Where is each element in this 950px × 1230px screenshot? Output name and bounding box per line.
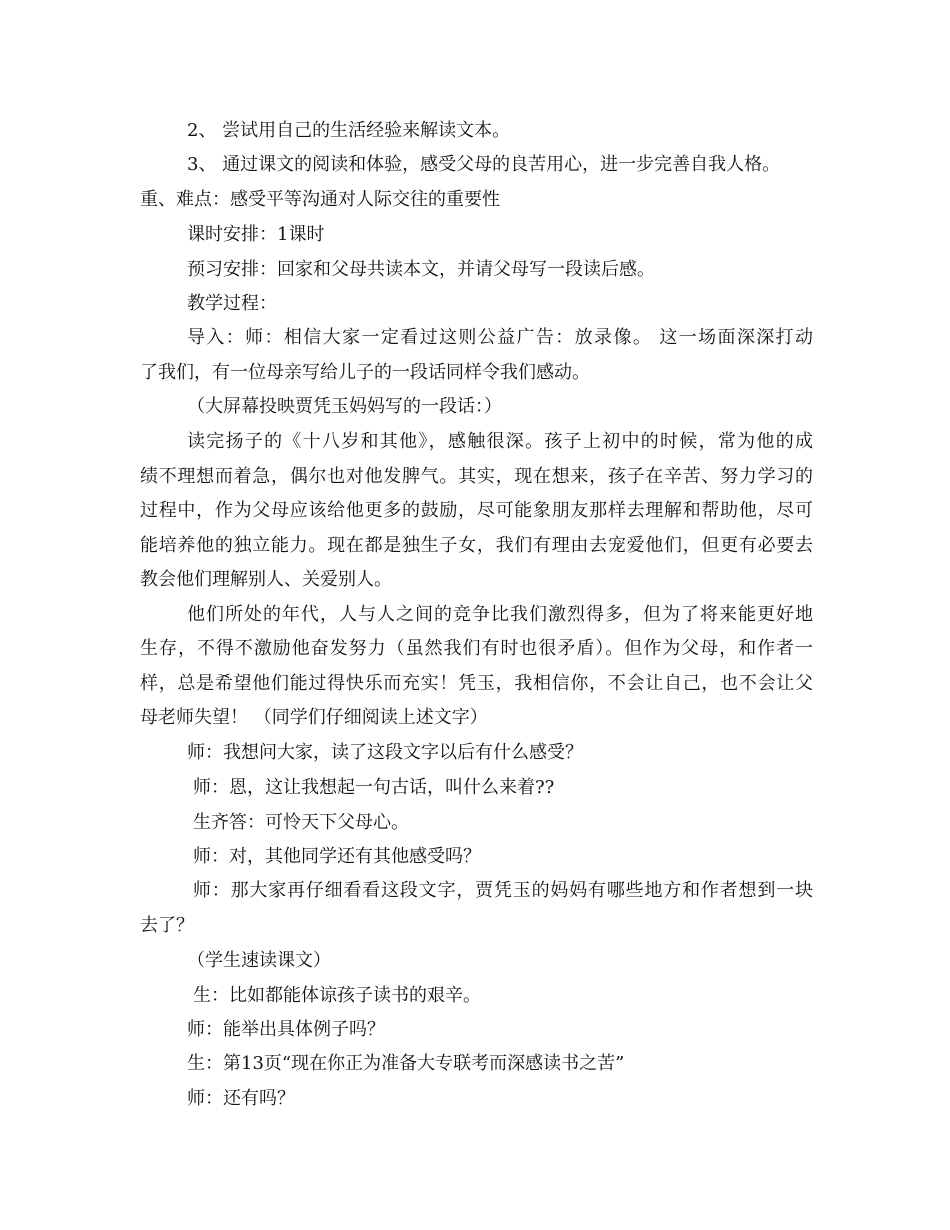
mother-letter-line-7: 生存，不得不激励他奋发努力（虽然我们有时也很矛盾）。但作为父母，和作者一	[140, 638, 813, 659]
class-hours: 课时安排：1课时	[187, 224, 325, 245]
dialogue-line-6: 去了？	[140, 915, 194, 936]
mother-letter-line-8: 样，总是希望他们能过得快乐而充实！凭玉，我相信你，不会让自己，也不会让父	[140, 673, 813, 694]
dialogue-line-7: 生：比如都能体谅孩子读书的艰辛。	[193, 985, 481, 1006]
mother-letter-line-6: 他们所处的年代，人与人之间的竞争比我们激烈得多，但为了将来能更好地	[187, 604, 813, 625]
objective-item-2: 2、 尝试用自己的生活经验来解读文本。	[187, 120, 511, 141]
key-difficult-points: 重、难点：感受平等沟通对人际交往的重要性	[140, 189, 500, 210]
preview-arrangement: 预习安排：回家和父母共读本文，并请父母写一段读后感。	[187, 259, 655, 280]
teaching-process-heading: 教学过程：	[187, 293, 277, 314]
introduction-line-1: 导入：师：相信大家一定看过这则公益广告：放录像。 这一场面深深打动	[187, 327, 813, 348]
dialogue-line-2: 师：恩，这让我想起一句古话，叫什么来着??	[193, 777, 555, 798]
dialogue-line-4: 师：对，其他同学还有其他感受吗？	[193, 846, 481, 867]
dialogue-line-5: 师：那大家再仔细看看这段文字，贾凭玉的妈妈有哪些地方和作者想到一块	[193, 880, 813, 901]
mother-letter-line-2: 绩不理想而着急，偶尔也对他发脾气。其实，现在想来，孩子在辛苦、努力学习的	[140, 466, 813, 487]
screen-projection-note: （大屏幕投映贾凭玉妈妈写的一段话：）	[187, 396, 502, 417]
mother-letter-line-3: 过程中，作为父母应该给他更多的鼓励，尽可能象朋友那样去理解和帮助他，尽可	[140, 500, 813, 521]
student-reading-note: （学生速读课文）	[187, 950, 331, 971]
mother-letter-line-9: 母老师失望！ （同学们仔细阅读上述文字）	[140, 707, 488, 728]
mother-letter-line-5: 教会他们理解别人、关爱别人。	[140, 569, 392, 590]
dialogue-line-9: 生：第13页“现在你正为准备大专联考而深感读书之苦”	[187, 1053, 625, 1074]
mother-letter-line-1: 读完扬子的《十八岁和其他》，感触很深。孩子上初中的时候，常为他的成	[187, 431, 813, 452]
dialogue-line-10: 师：还有吗？	[187, 1088, 295, 1109]
dialogue-line-1: 师：我想问大家，读了这段文字以后有什么感受？	[187, 742, 583, 763]
introduction-line-2: 了我们，有一位母亲写给儿子的一段话同样令我们感动。	[140, 362, 590, 383]
mother-letter-line-4: 能培养他的独立能力。现在都是独生子女，我们有理由去宠爱他们，但更有必要去	[140, 535, 813, 556]
dialogue-line-8: 师：能举出具体例子吗？	[187, 1019, 385, 1040]
dialogue-line-3: 生齐答：可怜天下父母心。	[193, 812, 409, 833]
objective-item-3: 3、 通过课文的阅读和体验，感受父母的良苦用心，进一步完善自我人格。	[187, 154, 781, 175]
